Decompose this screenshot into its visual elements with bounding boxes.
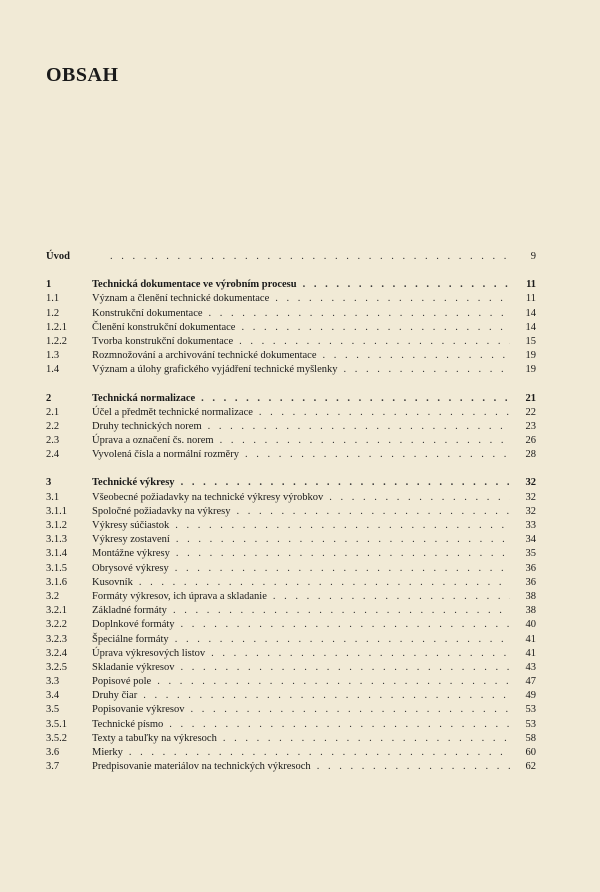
toc-chapter-row[interactable] — [46, 278, 536, 292]
dot-leader — [176, 533, 510, 547]
toc-title: Popisové pole — [92, 676, 152, 688]
toc-title: Kusovník — [92, 576, 133, 588]
toc-row[interactable] — [46, 420, 536, 434]
toc-page-number: 14 — [525, 307, 536, 319]
toc-row[interactable] — [46, 576, 536, 590]
toc-title: Texty a tabuľky na výkresoch — [92, 732, 217, 744]
toc-page-number: 40 — [525, 619, 536, 631]
toc-number: 3.7 — [46, 761, 60, 773]
toc-page-number: 28 — [525, 449, 536, 461]
toc-page-number: 41 — [525, 633, 536, 645]
toc-row[interactable] — [46, 533, 536, 547]
toc-row[interactable] — [46, 406, 536, 420]
toc-number: 1 — [46, 279, 52, 291]
toc-page-number: 38 — [525, 605, 536, 617]
toc-row[interactable] — [46, 647, 536, 661]
toc-page-number: 49 — [525, 690, 536, 702]
dot-leader — [181, 476, 510, 490]
toc-row[interactable] — [46, 675, 536, 689]
toc-title: Vyvolená čísla a normální rozměry — [92, 449, 239, 461]
dot-leader — [259, 406, 510, 420]
dot-leader — [175, 633, 510, 647]
toc-page-number: 35 — [525, 548, 536, 560]
toc-title: Výkresy zostavení — [92, 534, 170, 546]
toc-page-number: 58 — [525, 732, 536, 744]
dot-leader — [323, 349, 511, 363]
dot-leader — [344, 363, 511, 377]
toc-page-number: 19 — [525, 364, 536, 376]
toc-number: 3.2.4 — [46, 647, 67, 659]
toc-row-intro[interactable] — [46, 250, 536, 264]
toc-row[interactable] — [46, 661, 536, 675]
toc-number: 3.3 — [46, 676, 60, 688]
toc-chapter-row[interactable] — [46, 392, 536, 406]
toc-page-number: 53 — [525, 718, 536, 730]
toc-title: Popisovanie výkresov — [92, 704, 185, 716]
toc-title: Mierky — [92, 747, 123, 758]
toc-title: Úprava a označení čs. norem — [92, 435, 214, 447]
toc-page-number: 47 — [525, 676, 536, 688]
toc-page-number: 41 — [525, 647, 536, 659]
toc-row[interactable] — [46, 335, 536, 349]
dot-leader — [173, 604, 510, 618]
toc-title: Predpisovanie materiálov na technických výkresoch — [92, 761, 311, 773]
dot-leader — [176, 547, 510, 561]
toc-page-number: 36 — [525, 576, 536, 588]
toc-row[interactable] — [46, 604, 536, 618]
dot-leader — [201, 392, 510, 406]
dot-leader — [208, 420, 510, 434]
dot-leader — [241, 321, 510, 335]
toc-number: 3.1 — [46, 491, 60, 503]
dot-leader — [239, 335, 510, 349]
toc-page-number: 26 — [525, 435, 536, 447]
dot-leader — [211, 647, 510, 661]
toc-number: 3.1.1 — [46, 505, 67, 517]
toc-row[interactable] — [46, 590, 536, 604]
dot-leader — [237, 505, 510, 519]
dot-leader — [129, 746, 510, 760]
toc-page-number: 32 — [525, 491, 536, 503]
toc-row[interactable] — [46, 505, 536, 519]
dot-leader — [303, 278, 510, 292]
dot-leader — [110, 250, 510, 264]
toc-page-number: 38 — [525, 590, 536, 602]
toc-title: Tvorba konstrukční dokumentace — [92, 335, 234, 347]
toc-page-number: 53 — [525, 704, 536, 716]
toc-number: 2.4 — [46, 449, 60, 461]
toc-number: 1.3 — [46, 350, 60, 362]
dot-leader — [209, 307, 510, 321]
toc-page-number: 21 — [525, 392, 536, 404]
toc-row[interactable] — [46, 491, 536, 505]
toc-row[interactable] — [46, 321, 536, 335]
toc-page-number: 23 — [525, 420, 536, 432]
toc-title: Skladanie výkresov — [92, 661, 175, 673]
toc-title: Účel a předmět technické normalizace — [92, 406, 253, 418]
toc-page-number: 11 — [525, 293, 536, 305]
dot-leader — [175, 519, 510, 533]
dot-leader — [181, 618, 510, 632]
toc-number: 3.1.6 — [46, 576, 67, 588]
toc-page-number: 34 — [525, 534, 536, 546]
toc-number: 1.2.2 — [46, 335, 67, 347]
table-of-contents — [46, 250, 536, 774]
toc-number: 2 — [46, 392, 52, 404]
spacer — [46, 378, 536, 392]
toc-title: Spoločné požiadavky na výkresy — [92, 505, 231, 517]
toc-row[interactable] — [46, 746, 536, 760]
toc-row[interactable] — [46, 519, 536, 533]
toc-title: Konstrukční dokumentace — [92, 307, 203, 319]
toc-row[interactable] — [46, 434, 536, 448]
toc-number: 1.2.1 — [46, 321, 67, 333]
dot-leader — [317, 760, 510, 774]
toc-page-number: 32 — [525, 505, 536, 517]
toc-page-number: 43 — [525, 661, 536, 673]
toc-number: 3.2 — [46, 590, 60, 602]
toc-title: Formáty výkresov, ich úprava a skladanie — [92, 590, 267, 602]
toc-row[interactable] — [46, 292, 536, 306]
toc-number: 3.1.2 — [46, 520, 67, 531]
toc-number: 1.2 — [46, 307, 60, 319]
toc-page-number: 11 — [526, 279, 536, 291]
dot-leader — [143, 689, 510, 703]
dot-leader — [139, 576, 510, 590]
toc-title: Druhy čiar — [92, 690, 138, 702]
toc-title: Výkresy súčiastok — [92, 520, 170, 531]
dot-leader — [273, 590, 510, 604]
toc-page-number: 15 — [525, 335, 536, 347]
toc-number: 3.4 — [46, 690, 60, 702]
toc-title: Základné formáty — [92, 605, 167, 617]
toc-number: 3.1.5 — [46, 562, 67, 574]
page-title: OBSAH — [46, 64, 119, 86]
dot-leader — [181, 661, 510, 675]
toc-title: Technická dokumentace ve výrobním procesu — [92, 279, 297, 291]
toc-intro-label: Úvod — [46, 251, 70, 262]
toc-number: 3.2.3 — [46, 633, 67, 645]
toc-number: 3.5 — [46, 704, 60, 716]
toc-number: 2.2 — [46, 420, 60, 432]
toc-page-number: 62 — [525, 761, 536, 773]
toc-page-number: 32 — [525, 477, 536, 489]
toc-number: 3.2.1 — [46, 605, 67, 617]
spacer — [46, 264, 536, 278]
toc-row[interactable] — [46, 732, 536, 746]
toc-number: 2.1 — [46, 406, 60, 418]
toc-title: Druhy technických norem — [92, 420, 202, 432]
toc-title: Členění konstrukční dokumentace — [92, 321, 236, 333]
toc-title: Technické písmo — [92, 718, 164, 730]
toc-number: 3 — [46, 477, 52, 489]
toc-row[interactable] — [46, 562, 536, 576]
dot-leader — [223, 732, 510, 746]
toc-row[interactable] — [46, 307, 536, 321]
toc-page-number: 22 — [525, 406, 536, 418]
toc-title: Rozmnožování a archivování technické dokumentace — [92, 350, 317, 362]
toc-title: Význam a úlohy grafického vyjádření technické myšlenky — [92, 364, 338, 376]
toc-title: Technické výkresy — [92, 477, 175, 489]
spacer — [46, 462, 536, 476]
toc-row[interactable] — [46, 349, 536, 363]
toc-row[interactable] — [46, 363, 536, 377]
dot-leader — [169, 718, 510, 732]
dot-leader — [275, 292, 510, 306]
toc-number: 3.1.3 — [46, 534, 67, 546]
toc-row[interactable] — [46, 547, 536, 561]
toc-title: Úprava výkresových listov — [92, 647, 206, 659]
dot-leader — [175, 562, 510, 576]
dot-leader — [190, 703, 510, 717]
toc-page-number: 9 — [530, 251, 536, 262]
toc-page-number: 33 — [525, 520, 536, 531]
toc-title: Technická normalizace — [92, 392, 196, 404]
toc-chapter-row[interactable] — [46, 476, 536, 490]
toc-title: Obrysové výkresy — [92, 562, 169, 574]
toc-row[interactable] — [46, 633, 536, 647]
toc-title: Význam a členění technické dokumentace — [92, 293, 270, 305]
toc-page-number: 60 — [525, 747, 536, 758]
toc-number: 1.1 — [46, 293, 60, 305]
toc-page-number: 19 — [525, 350, 536, 362]
toc-row[interactable] — [46, 718, 536, 732]
toc-row[interactable] — [46, 448, 536, 462]
toc-number: 3.5.1 — [46, 718, 67, 730]
toc-title: Všeobecné požiadavky na technické výkresy výrobkov — [92, 491, 324, 503]
toc-row[interactable] — [46, 689, 536, 703]
toc-number: 3.2.5 — [46, 661, 67, 673]
toc-page-number: 36 — [525, 562, 536, 574]
toc-row[interactable] — [46, 760, 536, 774]
dot-leader — [220, 434, 510, 448]
toc-page-number: 14 — [525, 321, 536, 333]
dot-leader — [329, 491, 510, 505]
toc-number: 3.1.4 — [46, 548, 67, 560]
toc-row[interactable] — [46, 618, 536, 632]
toc-title: Montážne výkresy — [92, 548, 170, 560]
toc-number: 3.2.2 — [46, 619, 67, 631]
toc-number: 3.6 — [46, 747, 60, 758]
dot-leader — [157, 675, 510, 689]
toc-number: 1.4 — [46, 364, 60, 376]
toc-title: Doplnkové formáty — [92, 619, 175, 631]
toc-number: 2.3 — [46, 435, 60, 447]
toc-number: 3.5.2 — [46, 732, 67, 744]
dot-leader — [245, 448, 510, 462]
toc-title: Špeciálne formáty — [92, 633, 169, 645]
toc-row[interactable] — [46, 703, 536, 717]
